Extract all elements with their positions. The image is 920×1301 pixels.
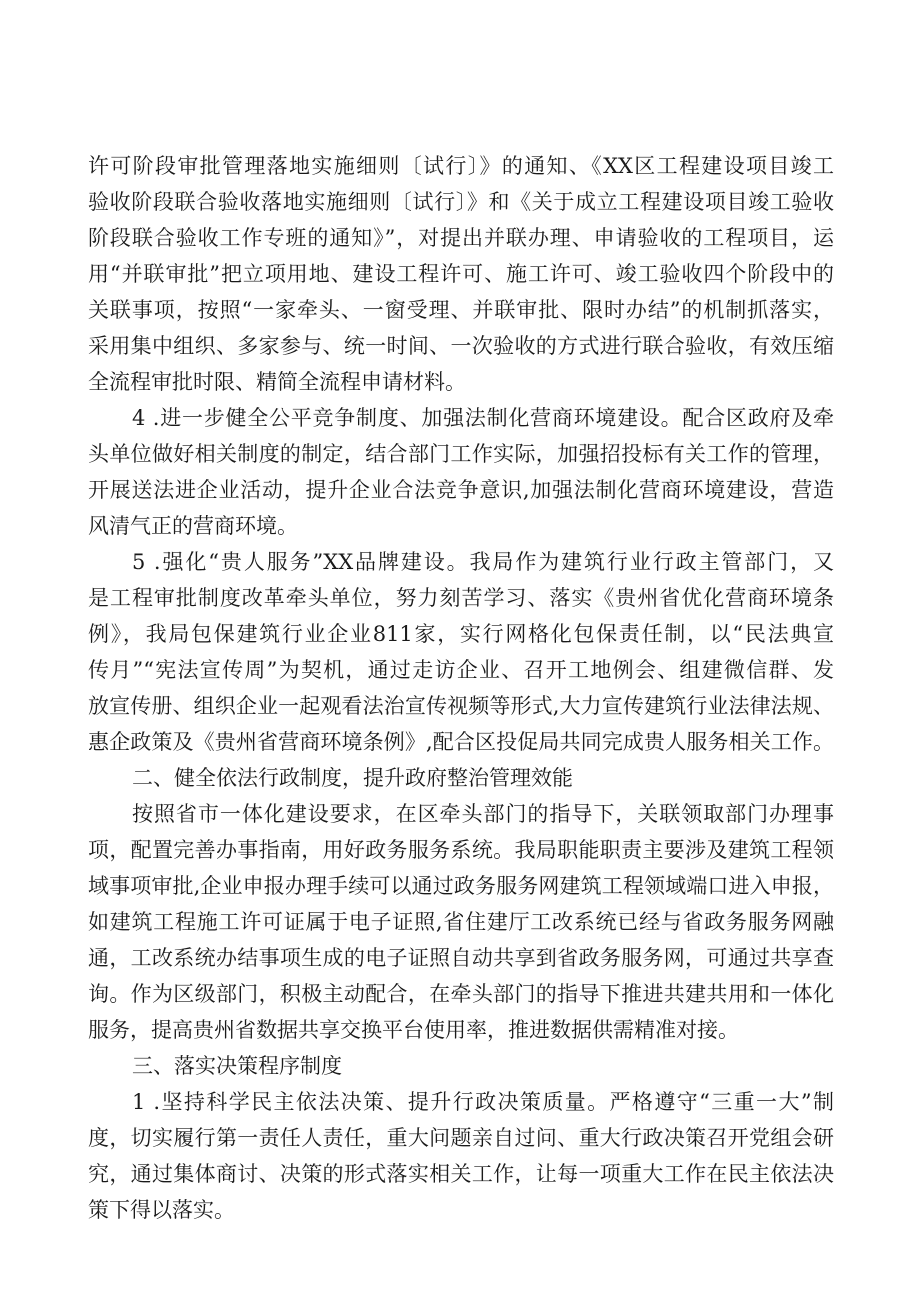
section-heading-2: 二、健全依法行政制度，提升政府整治管理效能 <box>132 766 573 790</box>
text-line: 头单位做好相关制度的制定，结合部门工作实际，加强招投标有关工作的管理， <box>88 442 834 466</box>
text-line: 许可阶段审批管理落地实施细则〔试行〕》的通知、《XX区工程建设项目竣工 <box>88 154 834 178</box>
text-line: 开展送法进企业活动，提升企业合法竞争意识,加强法制化营商环境建设，营造 <box>88 478 834 502</box>
text-line: 策下得以落实。 <box>88 1198 235 1222</box>
item-1-first-line: 1 .坚持科学民主依法决策、提升行政决策质量。严格遵守“三重一大”制 <box>132 1090 834 1114</box>
text-line: 如建筑工程施工许可证属于电子证照,省住建厅工改系统已经与省政务服务网融 <box>88 910 834 934</box>
section-heading-3: 三、落实决策程序制度 <box>132 1054 342 1078</box>
text-line: 项，配置完善办事指南，用好政务服务系统。我局职能职责主要涉及建筑工程领 <box>88 838 834 862</box>
item-5-first-line: 5 .强化“贵人服务”XX品牌建设。我局作为建筑行业行政主管部门，又 <box>132 550 834 574</box>
text-line: 放宣传册、组织企业一起观看法治宣传视频等形式,大力宣传建筑行业法律法规、 <box>88 694 834 718</box>
text-line: 全流程审批时限、精简全流程申请材料。 <box>88 370 466 394</box>
text-line: 通，工改系统办结事项生成的电子证照自动共享到省政务服务网，可通过共享查 <box>88 946 834 970</box>
text-line: 询。作为区级部门，积极主动配合，在牵头部门的指导下推进共建共用和一体化 <box>88 982 834 1006</box>
text-line: 是工程审批制度改革牵头单位，努力刻苦学习、落实《贵州省优化营商环境条 <box>88 586 834 610</box>
text-line: 究，通过集体商讨、决策的形式落实相关工作，让每一项重大工作在民主依法决 <box>88 1162 834 1186</box>
text-line: 风清气正的营商环境。 <box>88 514 298 538</box>
text-line: 阶段联合验收工作专班的通知》”，对提出并联办理、申请验收的工程项目，运 <box>88 226 834 250</box>
text-line: 验收阶段联合验收落地实施细则〔试行〕》和《关于成立工程建设项目竣工验收 <box>88 190 834 214</box>
text-line: 服务，提高贵州省数据共享交换平台使用率，推进数据供需精准对接。 <box>88 1018 739 1042</box>
text-line: 惠企政策及《贵州省营商环境条例》,配合区投促局共同完成贵人服务相关工作。 <box>88 730 834 754</box>
text-line: 例》，我局包保建筑行业企业811家，实行网格化包保责任制，以“民法典宣 <box>88 622 834 646</box>
body-first-line: 按照省市一体化建设要求，在区牵头部门的指导下，关联领取部门办理事 <box>132 802 834 826</box>
text-line: 域事项审批,企业申报办理手续可以通过政务服务网建筑工程领域端口进入申报， <box>88 874 834 898</box>
text-line: 度，切实履行第一责任人责任，重大问题亲自过问、重大行政决策召开党组会研 <box>88 1126 834 1150</box>
text-line: 关联事项，按照“一家牵头、一窗受理、并联审批、限时办结”的机制抓落实， <box>88 298 834 322</box>
text-line: 用“并联审批”把立项用地、建设工程许可、施工许可、竣工验收四个阶段中的 <box>88 262 834 286</box>
item-4-first-line: 4 .进一步健全公平竞争制度、加强法制化营商环境建设。配合区政府及牵 <box>132 406 834 430</box>
text-line: 传月”“宪法宣传周”为契机，通过走访企业、召开工地例会、组建微信群、发 <box>88 658 834 682</box>
text-line: 采用集中组织、多家参与、统一时间、一次验收的方式进行联合验收，有效压缩 <box>88 334 834 358</box>
